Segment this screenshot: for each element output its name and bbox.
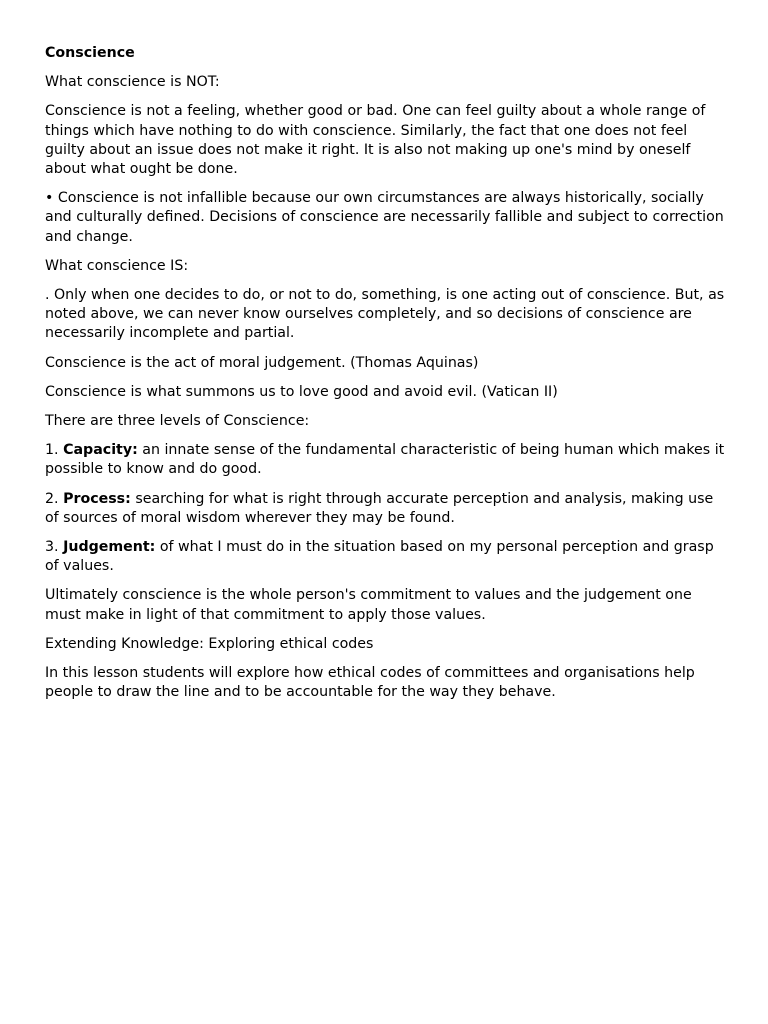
vatican-quote: Conscience is what summons us to love good and avoid evil. (Vatican II): [45, 383, 558, 400]
level-item-judgement: [45, 538, 725, 576]
aquinas-quote: Conscience is the act of moral judgement. (Thomas Aquinas): [45, 354, 479, 371]
not-paragraph-1: Conscience is not a feeling, whether good or bad. One can feel guilty about a whole range of things which have nothing to do with conscience. Similarly, the fact that one does not feel guilty about an issue does not make it right. It is also not making up one's mind by oneself about what ought be done.: [45, 103, 706, 178]
extending-paragraph: In this lesson students will explore how ethical codes of committees and organisations help people to draw the line and to be accountable for the way they behave.: [45, 665, 695, 701]
levels-intro: There are three levels of Conscience:: [45, 413, 310, 430]
level-term: Capacity:: [63, 442, 138, 459]
level-item-process: [45, 490, 725, 528]
level-text: an innate sense of the fundamental characteristic of being human which makes it possible to know and do good.: [45, 442, 725, 478]
not-heading: What conscience is NOT:: [45, 74, 220, 91]
extending-heading: Extending Knowledge: Exploring ethical codes: [45, 635, 374, 652]
is-paragraph-1: . Only when one decides to do, or not to do, something, is one acting out of conscience. But, as noted above, we can never know ourselves completely, and so decisions of conscience are necessarily incomplete and partial.: [45, 287, 725, 342]
level-number: 3.: [45, 539, 59, 556]
document-page: [45, 44, 725, 712]
ultimately-paragraph: Ultimately conscience is the whole person's commitment to values and the judgement one must make in light of that commitment to apply those values.: [45, 587, 692, 623]
level-text: searching for what is right through accurate perception and analysis, making use of sources of moral wisdom wherever they may be found.: [45, 490, 714, 526]
not-paragraph-2: • Conscience is not infallible because our own circumstances are always historically, socially and culturally defined. Decisions of conscience are necessarily fallible and subject to correction and change.: [45, 190, 724, 245]
level-term: Process:: [63, 490, 131, 507]
level-number: 1.: [45, 442, 59, 459]
level-term: Judgement:: [63, 539, 156, 556]
document-title: Conscience: [45, 45, 135, 61]
level-item-capacity: [45, 441, 725, 479]
level-number: 2.: [45, 490, 59, 507]
is-heading: What conscience IS:: [45, 257, 189, 274]
level-text: of what I must do in the situation based on my personal perception and grasp of values.: [45, 539, 714, 575]
